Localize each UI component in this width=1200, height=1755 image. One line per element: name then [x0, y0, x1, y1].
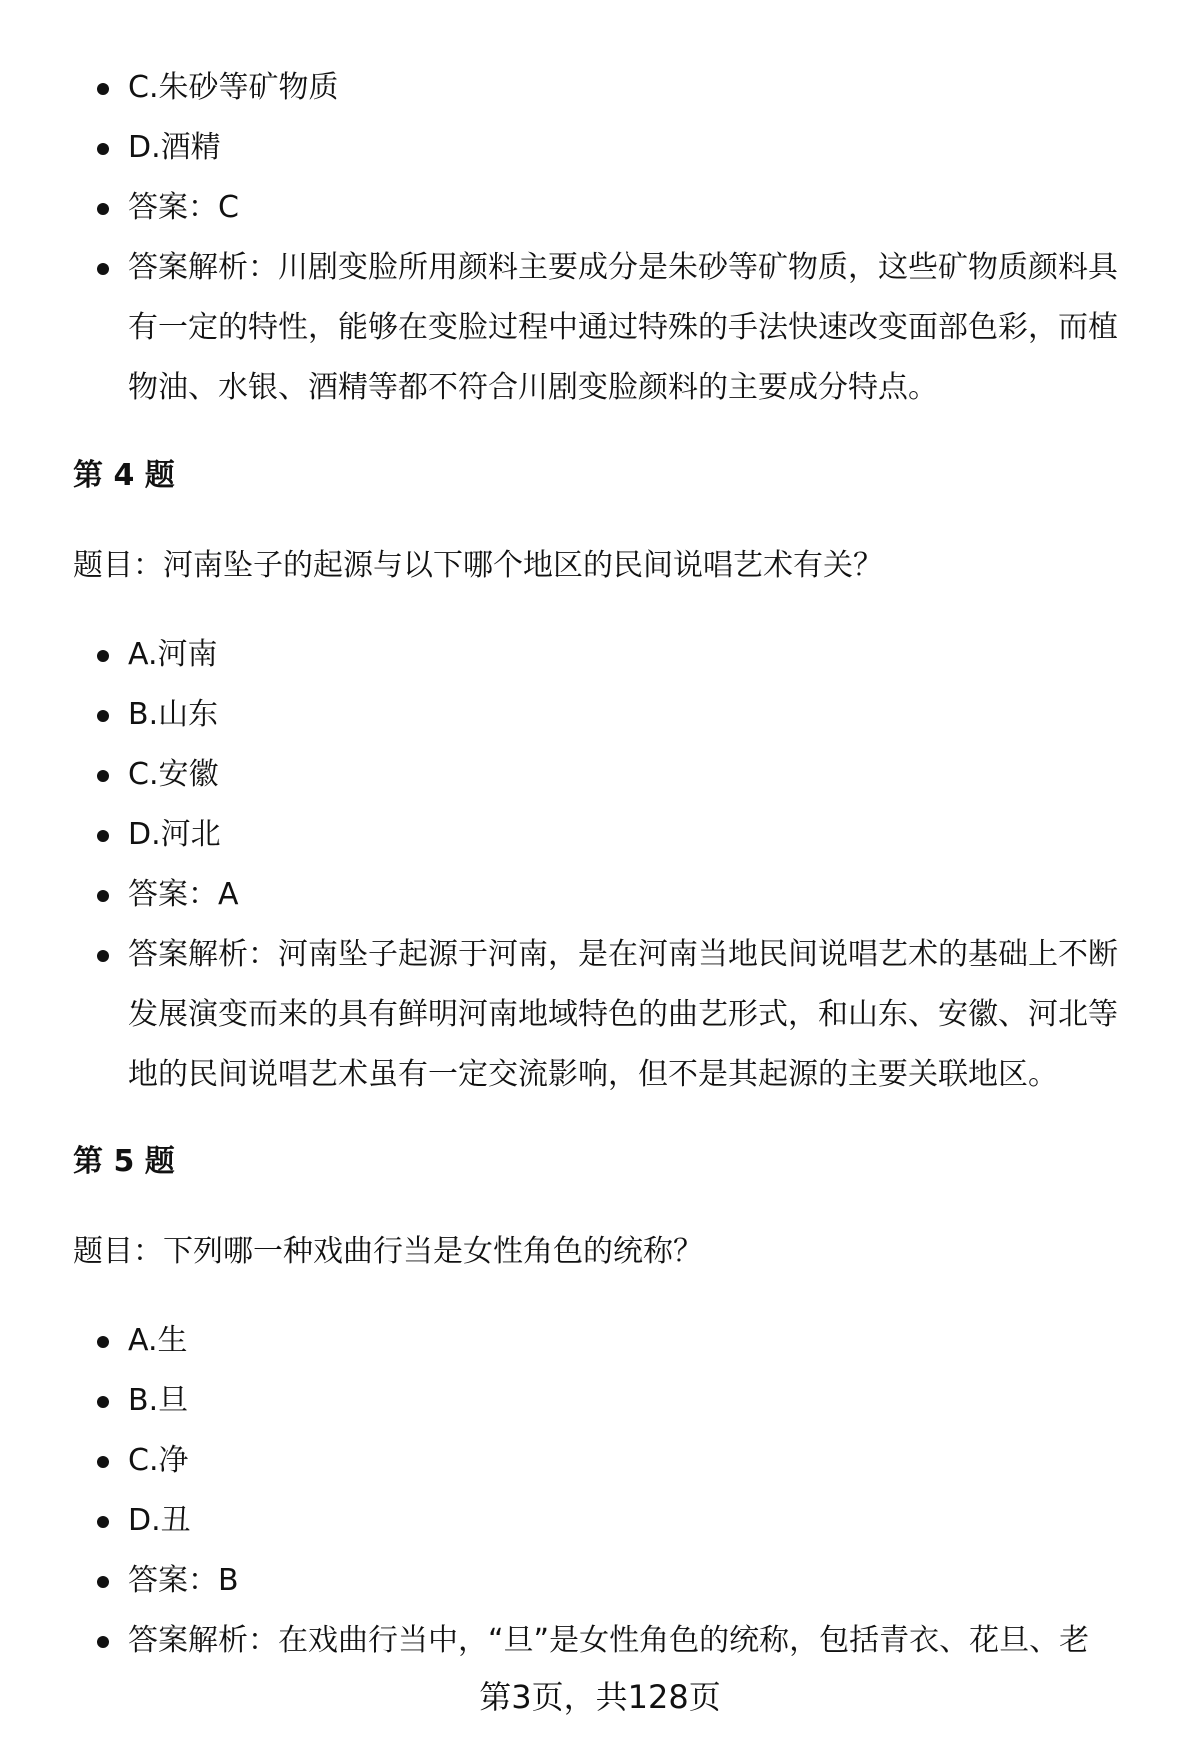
option-item: A.生 — [0, 1311, 1200, 1371]
question-4-heading: 第 4 题 — [73, 458, 175, 493]
option-item: A.河南 — [0, 625, 1200, 685]
question-4-body — [0, 625, 1200, 1105]
question-4-text: 题目：河南坠子的起源与以下哪个地区的民间说唱艺术有关？ — [73, 548, 883, 583]
page-footer: 第3页，共128页 — [479, 1678, 721, 1716]
option-list — [0, 58, 1200, 418]
answer-item: 答案：A — [0, 865, 1200, 925]
option-list — [0, 625, 1200, 1105]
option-item: C.朱砂等矿物质 — [0, 58, 1200, 118]
option-item: D.酒精 — [0, 118, 1200, 178]
option-item: D.河北 — [0, 805, 1200, 865]
question-3-tail — [0, 58, 1200, 418]
question-5-text: 题目：下列哪一种戏曲行当是女性角色的统称？ — [73, 1234, 703, 1269]
option-item: B.山东 — [0, 685, 1200, 745]
option-item: C.净 — [0, 1431, 1200, 1491]
option-item: D.丑 — [0, 1491, 1200, 1551]
option-list — [0, 1311, 1200, 1671]
option-item: C.安徽 — [0, 745, 1200, 805]
answer-item: 答案：C — [0, 178, 1200, 238]
answer-item: 答案：B — [0, 1551, 1200, 1611]
explanation-item: 答案解析：川剧变脸所用颜料主要成分是朱砂等矿物质，这些矿物质颜料具有一定的特性，能够在变脸过程中通过特殊的手法快速改变面部色彩，而植物油、水银、酒精等都不符合川剧变脸颜料的主要成分特点。 — [0, 238, 1200, 418]
question-5-heading: 第 5 题 — [73, 1144, 175, 1179]
explanation-item: 答案解析：在戏曲行当中，“旦”是女性角色的统称，包括青衣、花旦、老 — [0, 1611, 1200, 1671]
question-5-body — [0, 1311, 1200, 1671]
explanation-item: 答案解析：河南坠子起源于河南，是在河南当地民间说唱艺术的基础上不断发展演变而来的具有鲜明河南地域特色的曲艺形式，和山东、安徽、河北等地的民间说唱艺术虽有一定交流影响，但不是其起源的主要关联地区。 — [0, 925, 1200, 1105]
option-item: B.旦 — [0, 1371, 1200, 1431]
